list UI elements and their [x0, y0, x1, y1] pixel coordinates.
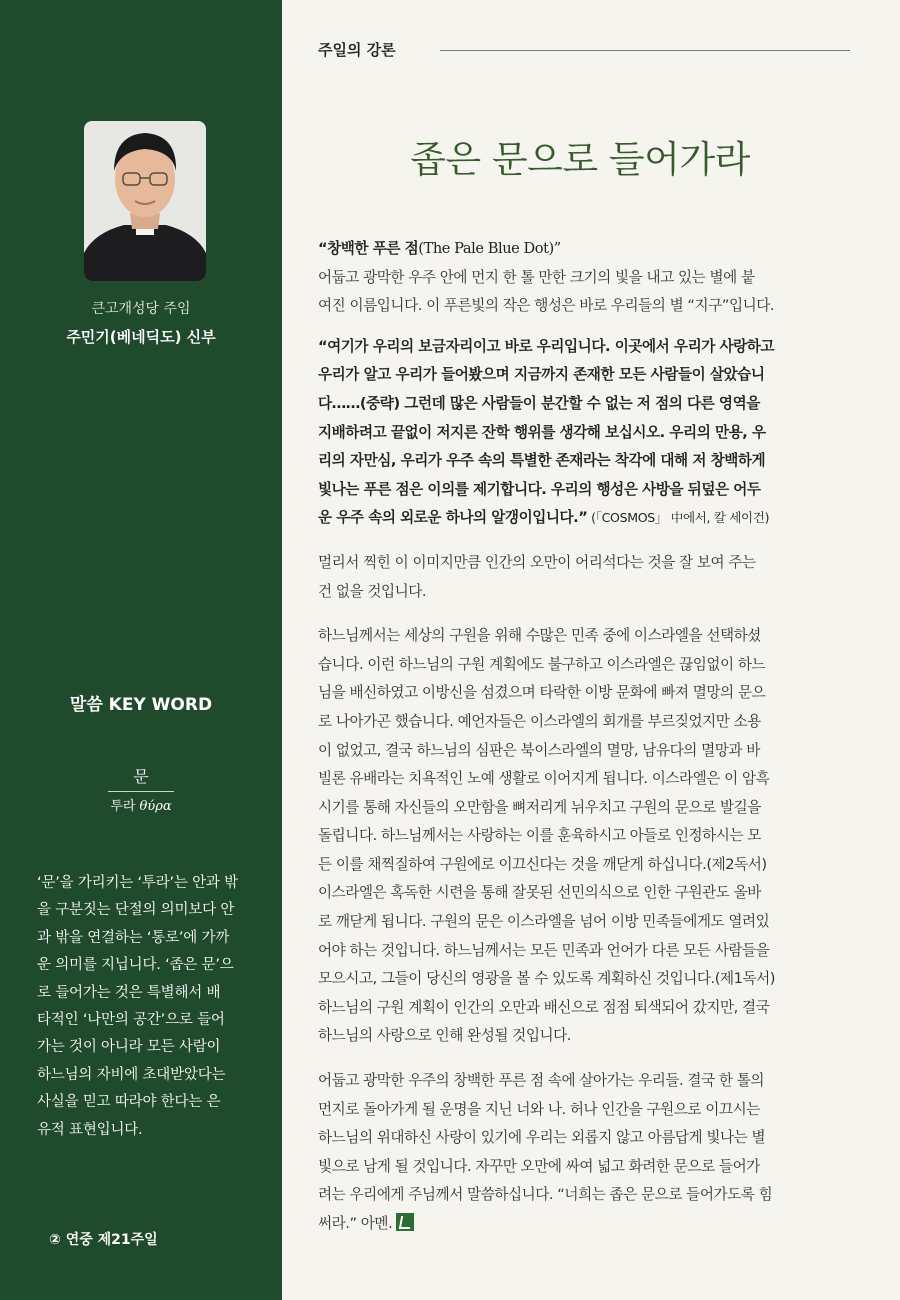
- intro-quote-open: “창백한 푸른 점: [318, 240, 419, 257]
- para2-line: 시기를 통해 자신들의 오만함을 뼈저리게 뉘우치고 구원의 문으로 발길을: [318, 798, 761, 816]
- para3-line: 빛으로 남게 될 것입니다. 자꾸만 오만에 싸여 넓고 화려한 문으로 들어가: [318, 1157, 760, 1175]
- para2-line: 로 깨닫게 됩니다. 구원의 문은 이스라엘을 넘어 이방 민족들에게도 열려있: [318, 913, 770, 931]
- quote-citation: (「COSMOS」 中에서, 칼 세이건): [587, 510, 770, 526]
- keyword-desc-line: 과 밖을 연결하는 ‘통로’에 가까: [37, 929, 230, 946]
- intro-line: 어둡고 광막한 우주 안에 먼지 한 톨 만한 크기의 빛을 내고 있는 별에 붙: [318, 268, 755, 286]
- keyword-desc-line: 가는 것이 아니라 모든 사람이: [37, 1039, 221, 1056]
- para3-line: 어둡고 광막한 우주의 창백한 푸른 점 속에 살아가는 우리들. 결국 한 톨의: [318, 1072, 765, 1090]
- para2-line: 빌론 유배라는 치욕적인 노예 생활로 이어지게 됩니다. 이스라엘은 이 암흑: [318, 770, 770, 788]
- end-mark-icon: [396, 1213, 414, 1231]
- keyword-desc-line: 하느님의 자비에 초대받았다는: [37, 1066, 226, 1083]
- paragraph-2: [318, 622, 850, 1051]
- para2-line: 님을 배신하였고 이방신을 섬겼으며 타락한 이방 문화에 빠져 멸망의 문으: [318, 684, 766, 702]
- para1-line: 멀리서 찍힌 이 이미지만큼 인간의 오만이 어리석다는 것을 잘 보여 주는: [318, 553, 756, 571]
- priest-photo: [84, 121, 206, 281]
- para2-line: 어야 하는 것입니다. 하느님께서는 모든 민족과 언어가 다른 모든 사람들을: [318, 941, 770, 959]
- para2-line: 로 나아가곤 했습니다. 예언자들은 이스라엘의 회개를 부르짖었지만 소용: [318, 712, 761, 730]
- keyword-desc-line: ‘문’을 가리키는 ‘투라’는 안과 밖: [37, 875, 238, 891]
- para2-line: 든 이를 채찍질하여 구원에로 이끄신다는 것을 깨닫게 하십니다.(제2독서): [318, 855, 767, 873]
- para2-line: 이스라엘은 혹독한 시련을 통해 잘못된 선민의식으로 인한 구원관도 올바: [318, 884, 761, 902]
- para2-line: 모으시고, 그들이 당신의 영광을 볼 수 있도록 계획하신 것입니다.(제1독서): [318, 970, 775, 988]
- sidebar: [0, 0, 282, 1300]
- intro-heading: [318, 235, 850, 264]
- article-body: [318, 235, 850, 1239]
- keyword-desc-line: 유적 표현입니다.: [37, 1121, 143, 1138]
- keyword-korean: 투라: [110, 799, 136, 814]
- para2-line: 하느님의 구원 계획이 인간의 오만과 배신으로 점점 퇴색되어 갔지만, 결국: [318, 998, 770, 1016]
- quote-line: 운 우주 속의 외로운 하나의 알갱이입니다.”: [318, 509, 588, 527]
- quote-line: “여기가 우리의 보금자리이고 바로 우리입니다. 이곳에서 우리가 사랑하고: [318, 337, 775, 355]
- keyword-title: 말씀 KEY WORD: [69, 695, 213, 715]
- section-label: 주일의 강론: [318, 41, 396, 59]
- para3-line: 써라.” 아멘.: [318, 1215, 393, 1232]
- keyword-desc-line: 타적인 ‘나만의 공간’으로 들어: [37, 1012, 225, 1029]
- para2-line: 하느님의 사랑으로 인해 완성될 것입니다.: [318, 1027, 571, 1045]
- para3-line-last: [318, 1210, 850, 1239]
- intro-line: 여진 이름입니다. 이 푸른빛의 작은 행성은 바로 우리들의 별 “지구”입니다.: [318, 297, 775, 315]
- quote-line: 빛나는 푸른 점은 이의를 제기합니다. 우리의 행성은 사방을 뒤덮은 어두: [318, 480, 761, 498]
- intro-quote-latin: (The Pale Blue Dot)”: [418, 240, 561, 257]
- quote-line: 우리가 알고 우리가 들어봤으며 지금까지 존재한 모든 사람들이 살았습니: [318, 366, 765, 384]
- para2-line: 습니다. 이런 하느님의 구원 계획에도 불구하고 이스라엘은 끊임없이 하느: [318, 655, 766, 673]
- keyword-description: [37, 870, 249, 1144]
- para3-line: 하느님의 위대하신 사랑이 있기에 우리는 외롭지 않고 아름답게 빛나는 별: [318, 1129, 766, 1147]
- keyword-divider: [108, 791, 174, 792]
- quote-line: 다……(중략) 그런데 많은 사람들이 분간할 수 없는 저 점의 다른 영역을: [318, 394, 760, 412]
- quote-line: 지배하려고 끝없이 저지른 잔학 행위를 생각해 보십시오. 우리의 만용, 우: [318, 423, 766, 441]
- page-footer: ② 연중 제21주일: [49, 1232, 158, 1248]
- keyword-greek: θύρα: [139, 799, 172, 814]
- para2-line: 하느님께서는 세상의 구원을 위해 수많은 민족 중에 이스라엘을 선택하셨: [318, 627, 761, 645]
- priest-name: 주민기(베네딕도) 신부: [66, 328, 216, 346]
- quote-line: 리의 자만심, 우리가 우주 속의 특별한 존재라는 착각에 대해 저 창백하게: [318, 452, 766, 470]
- keyword-translation: [0, 795, 282, 814]
- keyword-desc-line: 사실을 믿고 따라야 한다는 은: [37, 1094, 221, 1111]
- paragraph-3: [318, 1067, 850, 1239]
- section-rule: [440, 50, 850, 51]
- church-name: 큰고개성당 주임: [91, 301, 191, 317]
- page-title: 좁은 문으로 들어가라: [410, 138, 750, 181]
- intro-paragraph: [318, 235, 850, 321]
- para3-line: 려는 우리에게 주님께서 말씀하십니다. “너희는 좁은 문으로 들어가도록 힘: [318, 1186, 773, 1204]
- para1-line: 건 없을 것입니다.: [318, 582, 427, 600]
- paragraph-1: [318, 549, 850, 606]
- quote-line-last: [318, 504, 850, 533]
- para2-line: 이 없었고, 결국 하느님의 심판은 북이스라엘의 멸망, 남유다의 멸망과 바: [318, 741, 760, 759]
- keyword-word: 문: [133, 767, 149, 786]
- para2-line: 돌립니다. 하느님께서는 사랑하는 이를 훈육하시고 아들로 인정하시는 모: [318, 827, 761, 845]
- para3-line: 먼지로 돌아가게 될 운명을 지닌 너와 나. 허나 인간을 구원으로 이끄시는: [318, 1100, 760, 1118]
- keyword-desc-line: 을 구분짓는 단절의 의미보다 안: [37, 902, 235, 919]
- keyword-desc-line: 로 들어가는 것은 특별해서 배: [37, 984, 221, 1001]
- quote-paragraph: [318, 333, 850, 533]
- keyword-desc-line: 운 의미를 지닙니다. ‘좁은 문’으: [37, 957, 234, 974]
